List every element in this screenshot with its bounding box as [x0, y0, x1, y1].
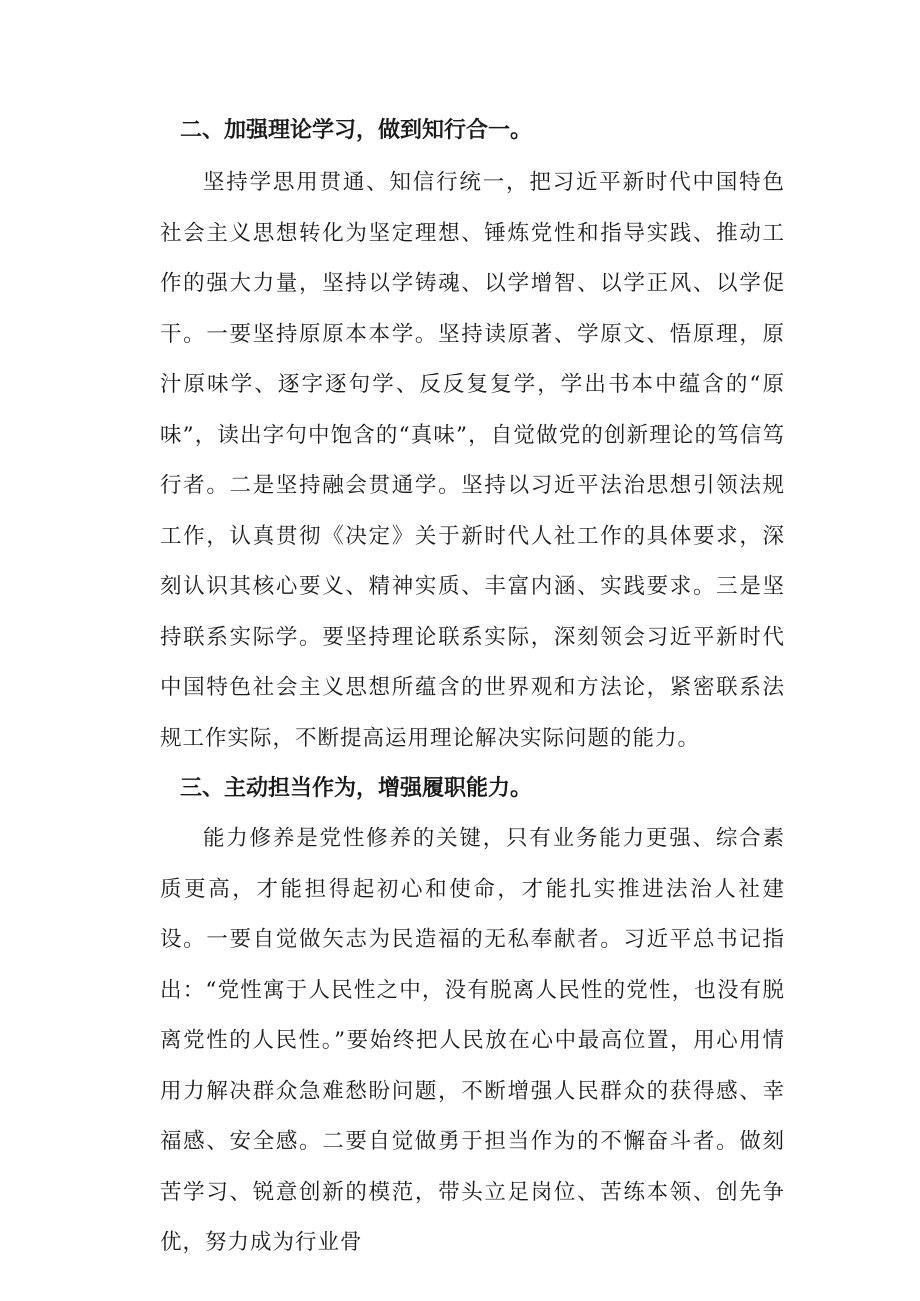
- section-heading-3: 三、主动担当作为，增强履职能力。: [180, 776, 533, 801]
- section-heading-2: 二、加强理论学习，做到知行合一。: [180, 118, 533, 143]
- section-paragraph-2: 坚持学思用贯通、知信行统一，把习近平新时代中国特色社会主义思想转化为坚定理想、锤炼党性和指导实践、推动工作的强大力量，坚持以学铸魂、以学增智、以学正风、以学促干。一要坚持原原本本学。坚持读原著、学原文、悟原理，原汁原味学、逐字逐句学、反反复复学，学出书本中蕴含的“原味”，读出字句中饱含的“真味”，自觉做党的创新理论的笃信笃行者。二是坚持融会贯通学。坚持以习近平法治思想引领法规工作，认真贯彻《决定》关于新时代人社工作的具体要求，深刻认识其核心要义、精神实质、丰富内涵、实践要求。三是坚持联系实际学。要坚持理论联系实际，深刻领会习近平新时代中国特色社会主义思想所蕴含的世界观和方法论，紧密联系法规工作实际，不断提高运用理论解决实际问题的能力。: [160, 170, 785, 751]
- section-paragraph-3: 能力修养是党性修养的关键，只有业务能力更强、综合素质更高，才能担得起初心和使命，才能扎实推进法治人社建设。一要自觉做矢志为民造福的无私奉献者。习近平总书记指出：“党性寓于人民性之中，没有脱离人民性的党性，也没有脱离党性的人民性。”要始终把人民放在心中最高位置，用心用情用力解决群众急难愁盼问题，不断增强人民群众的获得感、幸福感、安全感。二要自觉做勇于担当作为的不懈奋斗者。做刻苦学习、锐意创新的模范，带头立足岗位、苦练本领、创先争优，努力成为行业骨: [160, 826, 785, 1255]
- document-body: [160, 108, 785, 1269]
